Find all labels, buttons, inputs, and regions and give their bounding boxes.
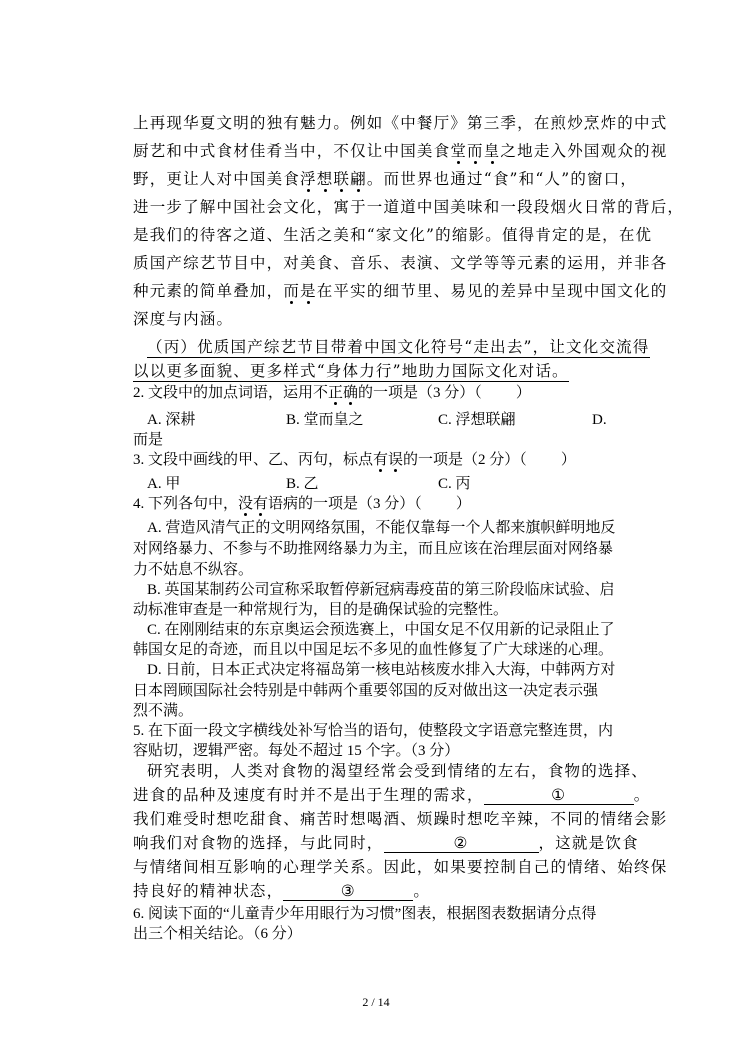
text: 。 bbox=[633, 786, 651, 804]
passage-line: 是我们的待客之道、生活之美和“家文化”的缩影。值得肯定的是，在优 bbox=[133, 226, 653, 244]
question-6-cont: 出三个相关结论。（6 分） bbox=[133, 926, 302, 942]
dotted-char: 联 bbox=[333, 170, 351, 188]
passage-line: 上再现华夏文明的独有魅力。例如《中餐厅》第三季，在煎炒烹炸的中式 bbox=[133, 114, 668, 132]
text: 。而世界也通过“食”和“人”的窗口， bbox=[366, 170, 638, 188]
option-b: B. 英国某制药公司宣称采取暂停新冠病毒疫苗的第三阶段临床试验、启 bbox=[147, 582, 615, 598]
text: 种元素的简单叠加， bbox=[133, 282, 284, 300]
option-d: D. bbox=[592, 412, 607, 428]
option-a: A. 深耕 bbox=[147, 412, 196, 428]
text: 。 bbox=[413, 882, 431, 900]
text: 在平实的细节里、易见的差异中呈现中国文化的 bbox=[316, 282, 668, 300]
text: 持良好的精神状态， bbox=[133, 882, 284, 900]
question-3 bbox=[133, 450, 576, 470]
passage-line: 进一步了解中国社会文化，寓于一道道中国美味和一段段烟火日常的背后， bbox=[133, 198, 685, 216]
option-d-cont: 日本罔顾国际社会特别是中韩两个重要邻国的反对做出这一决定表示强 bbox=[133, 683, 599, 699]
dotted-char: 浮 bbox=[300, 170, 317, 188]
q5-paragraph: 研究表明，人类对食物的渴望经常会受到情绪的左右，食物的选择、 bbox=[147, 762, 649, 780]
dotted-char: 翩 bbox=[350, 170, 367, 188]
option-a-cont: 对网络暴力、不参与不助推网络暴力为主，而且应该在治理层面对网络暴 bbox=[133, 541, 614, 557]
q5-paragraph bbox=[133, 785, 650, 805]
passage-line bbox=[133, 281, 667, 301]
page-number: 2 / 14 bbox=[362, 995, 390, 1009]
option-c: C. 在刚刚结束的东京奥运会预选赛上，中国女足不仅用新的记录阻止了 bbox=[147, 622, 615, 638]
text: 4. 下列各句中， bbox=[133, 496, 239, 512]
text: 厨艺和中式食材佳肴当中，不仅让中国美食 bbox=[133, 142, 451, 160]
text: 进食的品种及速度有时并不是出于生理的需求， bbox=[133, 786, 484, 804]
dotted-char: 是 bbox=[300, 282, 317, 300]
underlined-sentence bbox=[147, 337, 650, 357]
question-5: 5. 在下面一段文字横线处补写恰当的语句，使整段文字语意完整连贯，内 bbox=[133, 723, 614, 739]
question-4 bbox=[133, 494, 471, 514]
option-a: A. 甲 bbox=[147, 476, 181, 492]
option-b-cont: 动标准审查是一种常规行为，目的是确保试验的完整性。 bbox=[133, 602, 509, 618]
text: 之地走入外国观众的视 bbox=[500, 142, 668, 160]
text: （丙）优质国产综艺节目带着中国文化符号“走出去”，让文化交流得 bbox=[147, 338, 650, 356]
text: 语病的一项是（3 分）（ bbox=[268, 496, 422, 512]
blank-2[interactable]: ② bbox=[384, 834, 539, 853]
text: 以以更多面貌、更多样式“身体力行”地助力国际文化对话。 bbox=[133, 362, 569, 380]
option-d-cont: 烈不满。 bbox=[133, 703, 194, 719]
text: 3. 文段中画线的甲、乙、丙句，标点 bbox=[133, 452, 374, 468]
dotted-char: 想 bbox=[316, 170, 334, 188]
q5-paragraph: 我们难受时想吃甜食、痛苦时想喝酒、烦躁时想吃辛辣，不同的情绪会影 bbox=[133, 810, 668, 828]
option-b: B. 堂而皇之 bbox=[286, 412, 364, 428]
q5-paragraph bbox=[133, 833, 639, 853]
dotted-char: 误 bbox=[388, 452, 404, 468]
text: 响我们对食物的选择，与此同时， bbox=[133, 834, 384, 852]
question-6: 6. 阅读下面的“儿童青少年用眼行为习惯”图表，根据图表数据请分点得 bbox=[133, 906, 597, 922]
option-c-cont: 韩国女足的奇迹，而且以中国足坛不多见的血性修复了广大球迷的心理。 bbox=[133, 642, 614, 658]
dotted-char: 确 bbox=[343, 385, 359, 401]
option-c: C. 丙 bbox=[438, 476, 471, 492]
dotted-char: 而 bbox=[467, 142, 484, 160]
option-c: C. 浮想联翩 bbox=[438, 412, 516, 428]
underlined-sentence bbox=[133, 361, 569, 381]
text: ，这就是饮食 bbox=[538, 834, 639, 852]
dotted-char: 而 bbox=[283, 282, 301, 300]
text: ） bbox=[455, 496, 471, 512]
dotted-char: 没 bbox=[238, 496, 254, 512]
passage-line: 质国产综艺节目中，对美食、音乐、表演、文学等等元素的运用，并非各 bbox=[133, 254, 668, 272]
blank-3[interactable]: ③ bbox=[283, 882, 413, 901]
passage-line bbox=[133, 141, 667, 161]
text: ） bbox=[515, 385, 531, 401]
option-b: B. 乙 bbox=[286, 476, 319, 492]
dotted-char: 堂 bbox=[450, 142, 468, 160]
dotted-char: 皇 bbox=[483, 142, 501, 160]
question-5-cont: 容贴切，逻辑严密。每处不超过 15 个字。（3 分） bbox=[133, 743, 460, 759]
text: 的一项是（3 分）（ bbox=[358, 385, 482, 401]
q5-paragraph bbox=[133, 881, 430, 901]
dotted-char: 有 bbox=[253, 496, 269, 512]
option-d-text: 而是 bbox=[133, 432, 164, 448]
option-d: D. 日前，日本正式决定将福岛第一核电站核废水排入大海，中韩两方对 bbox=[147, 662, 616, 678]
text: 野，更让人对中国美食 bbox=[133, 170, 301, 188]
text: 2. 文段中的加点词语，运用不 bbox=[133, 385, 329, 401]
q5-paragraph: 与情绪间相互影响的心理学关系。因此，如果要控制自己的情绪、始终保 bbox=[133, 858, 668, 876]
passage-line bbox=[133, 169, 637, 189]
question-2 bbox=[133, 383, 531, 403]
dotted-char: 有 bbox=[373, 452, 389, 468]
blank-1[interactable]: ① bbox=[484, 786, 634, 805]
dotted-char: 正 bbox=[328, 385, 344, 401]
text: ） bbox=[560, 452, 576, 468]
option-a-cont: 力不姑息不纵容。 bbox=[133, 562, 254, 578]
option-a: A. 营造风清气正的文明网络氛围，不能仅靠每一个人都来旗帜鲜明地反 bbox=[147, 520, 616, 536]
text: 的一项是（2 分）（ bbox=[403, 452, 527, 468]
passage-line: 深度与内涵。 bbox=[133, 310, 234, 328]
